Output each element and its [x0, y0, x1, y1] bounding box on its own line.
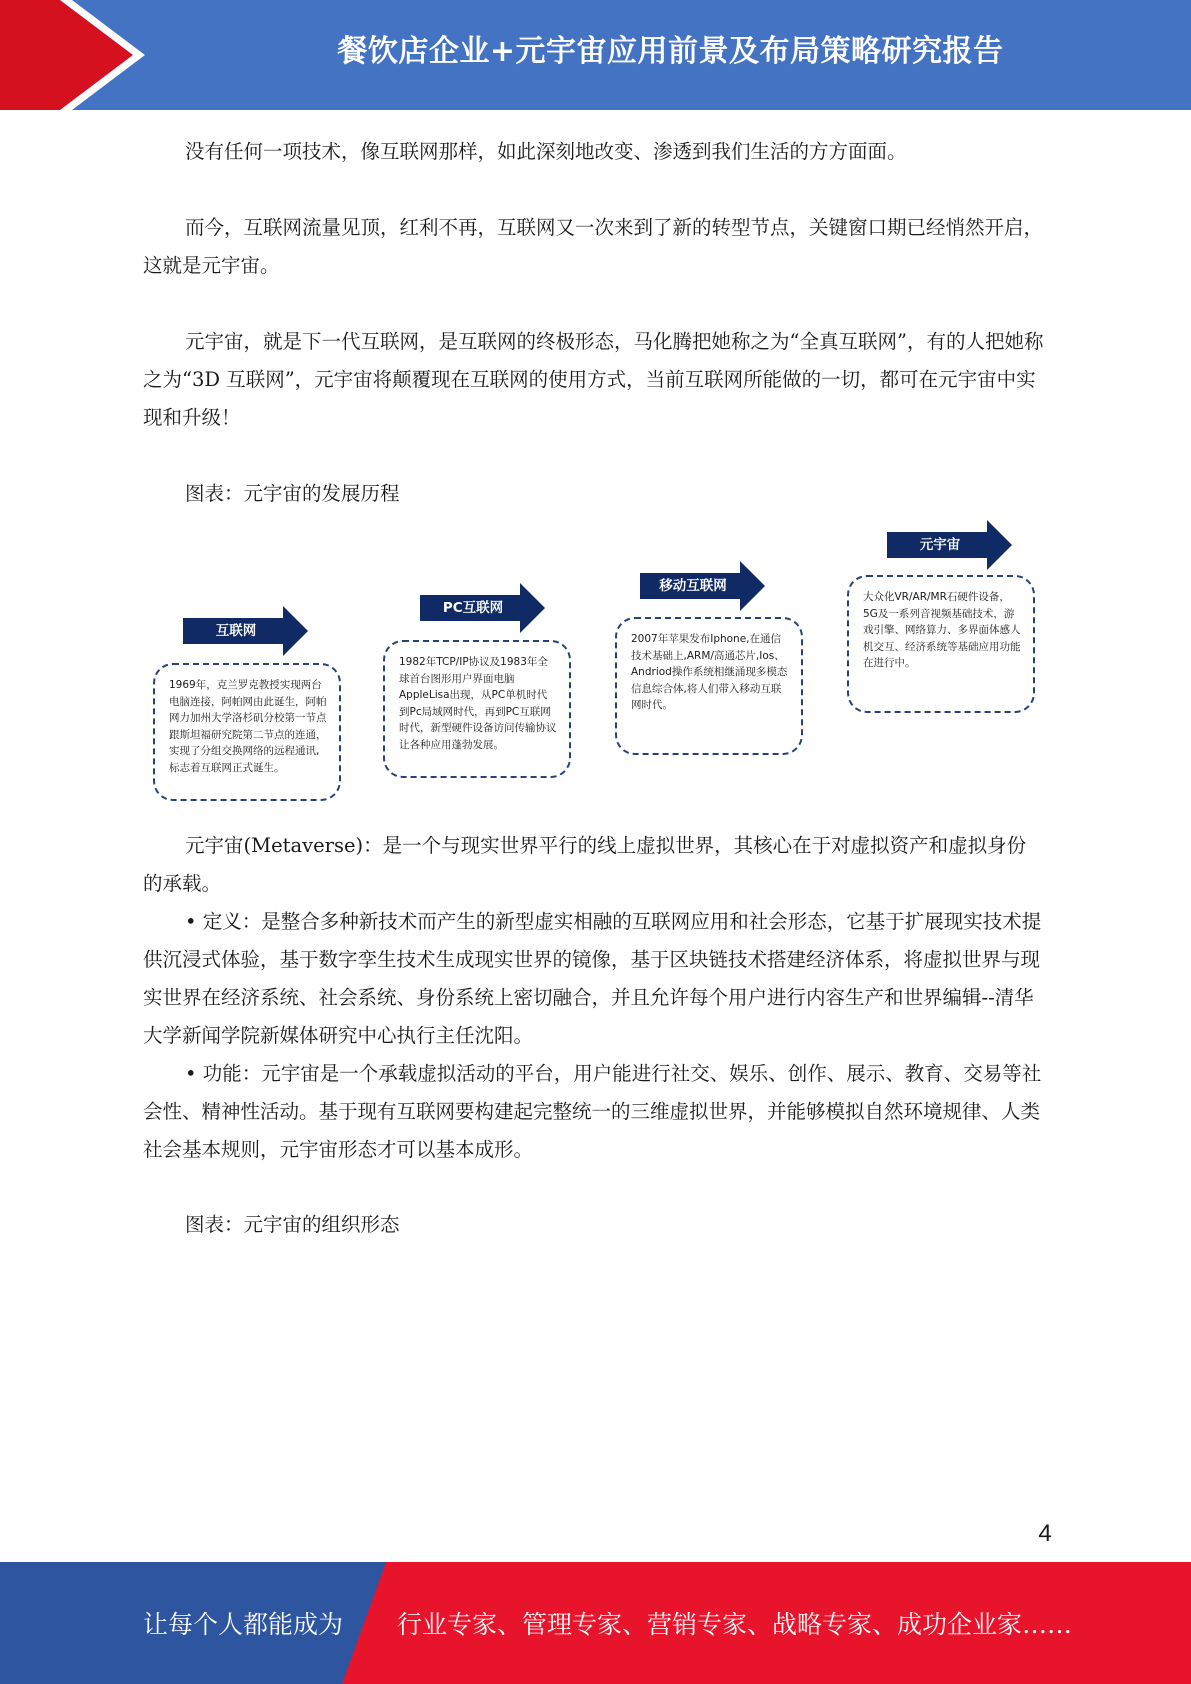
- footer-slogan-right: 行业专家、管理专家、营销专家、战略专家、成功企业家……: [397, 1610, 1073, 1639]
- body-paragraph: 而今，互联网流量见顶，红利不再，互联网又一次来到了新的转型节点，关键窗口期已经悄然开启，这就是元宇宙。: [143, 216, 1044, 277]
- stage-label: 移动互联网: [659, 578, 727, 594]
- arrow-icon: [887, 520, 1012, 570]
- arrow-icon: [183, 606, 308, 656]
- figure-caption: 图表：元宇宙的组织形态: [185, 1213, 400, 1236]
- arrow-icon: [420, 583, 545, 633]
- stage-label: 元宇宙: [919, 537, 961, 553]
- development-timeline-diagram: [150, 515, 1050, 810]
- bullet-function: • 功能：元宇宙是一个承载虚拟活动的平台，用户能进行社交、娱乐、创作、展示、教育、交易等社会性、精神性活动。基于现有互联网要构建起完整统一的三维虚拟世界，并能够模拟自然环境规律、人类社会基本规则，元宇宙形态才可以基本成形。: [143, 1062, 1042, 1161]
- stage-description: 大众化VR/AR/MR石硬件设备，5G及一系列音视频基础技术，游戏引擎、网络算力、多界面体感人机交互、经济系统等基础应用功能在进行中。: [847, 575, 1035, 713]
- body-paragraph: 元宇宙，就是下一代互联网，是互联网的终极形态，马化腾把她称之为“全真互联网”，有的人把她称之为“3D 互联网”，元宇宙将颠覆现在互联网的使用方式，当前互联网所能做的一切，都可在元宇宙中实现和升级！: [143, 330, 1044, 429]
- report-title: 餐饮店企业+元宇宙应用前景及布局策略研究报告: [337, 34, 1004, 69]
- stage-label: PC互联网: [442, 600, 504, 616]
- page-header: [0, 0, 1191, 110]
- header-chevron-graphic: [0, 0, 160, 110]
- figure-caption: 图表：元宇宙的发展历程: [185, 482, 400, 505]
- bullet-definition: • 定义：是整合多种新技术而产生的新型虚实相融的互联网应用和社会形态，它基于扩展现实技术提供沉浸式体验，基于数字孪生技术生成现实世界的镜像，基于区块链技术搭建经济体系，将虚拟世界与现实世界在经济系统、社会系统、身份系统上密切融合，并且允许每个用户进行内容生产和世界编辑--清华大学新闻学院新媒体研究中心执行主任沈阳。: [143, 910, 1042, 1047]
- page-number: 4: [1038, 1520, 1052, 1547]
- footer-slogan-left: 让每个人都能成为: [143, 1610, 344, 1639]
- body-paragraph: 没有任何一项技术，像互联网那样，如此深刻地改变、渗透到我们生活的方方面面。: [185, 140, 907, 163]
- stage-description: 1969年，克兰罗克教授实现两台电脑连接，阿帕网由此诞生，阿帕网力加州大学洛杉矶分校第一节点跟斯坦福研究院第二节点的连通，实现了分组交换网络的远程通讯,标志着互联网正式诞生。: [153, 663, 341, 801]
- stage-description: 1982年TCP/IP协议及1983年全球首台图形用户界面电脑AppleLisa出现，从PC单机时代到Pc局域网时代，再到PC互联网时代，新型硬件设备访问传输协议让各种应用蓬勃发展。: [383, 640, 571, 778]
- page-footer: [0, 1562, 1191, 1684]
- stage-description: 2007年苹果发布Iphone,在通信技术基础上,ARM/高通芯片,Ios、Andriod操作系统相继涌现多模态信息综合体,将人们带入移动互联网时代。: [615, 617, 803, 755]
- stage-label: 互联网: [215, 623, 257, 639]
- body-paragraph: 元宇宙(Metaverse)：是一个与现实世界平行的线上虚拟世界，其核心在于对虚拟资产和虚拟身份的承载。: [143, 834, 1027, 895]
- arrow-icon: [640, 561, 765, 611]
